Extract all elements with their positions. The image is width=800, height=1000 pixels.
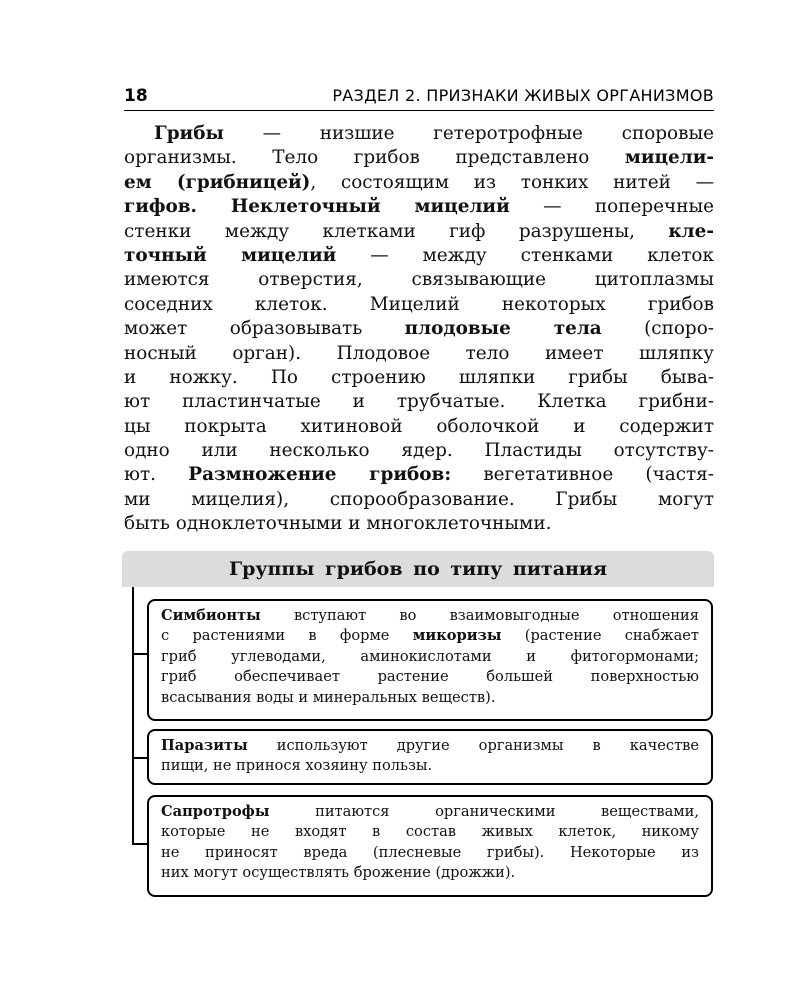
term-cellular-mycelium: точный мицелий <box>124 244 337 266</box>
section-title: РАЗДЕЛ 2. ПРИЗНАКИ ЖИВЫХ ОРГАНИЗМОВ <box>332 86 714 105</box>
saprotrophs-card <box>147 795 713 897</box>
text-line: ми мицелия), спорообразование. Грибы могут <box>124 488 714 510</box>
symbionts-card <box>147 599 713 721</box>
term-parasites: Паразиты <box>161 737 248 754</box>
card-line: гриб углеводами, аминокислотами и фитогормонами; <box>161 647 699 665</box>
card-line: с растениями в форме микоризы (растение снабжает <box>161 627 699 645</box>
main-paragraph <box>124 122 714 537</box>
card-line: них могут осуществлять брожение (дрожжи). <box>161 864 516 882</box>
term-symbionts: Симбионты <box>161 607 261 624</box>
card-line: гриб обеспечивает растение большей поверхностью <box>161 668 699 686</box>
text-line: может образовывать плодовые тела (споро- <box>124 318 714 340</box>
term-hyphae: гифов. Неклеточный мицелий <box>124 196 510 218</box>
text-line: и ножку. По строению шляпки грибы быва- <box>124 366 714 388</box>
text-line: стенки между клетками гиф разрушены, кле- <box>124 220 714 242</box>
text-line: ют. Размножение грибов: вегетативное (частя- <box>124 464 714 486</box>
card-line: Симбионты вступают во взаимовыгодные отношения <box>161 607 699 624</box>
text-line: носный орган). Плодовое тело имеет шляпку <box>124 342 714 364</box>
text-line: одно или несколько ядер. Пластиды отсутству- <box>124 440 714 462</box>
card-line: которые не входят в состав живых клеток, никому <box>161 823 699 841</box>
text-line: соседних клеток. Мицелий некоторых грибов <box>124 293 714 315</box>
text-line: Грибы — низшие гетеротрофные споровые <box>154 123 714 144</box>
text-line: точный мицелий — между стенками клеток <box>124 244 714 266</box>
card-line: Сапротрофы питаются органическими веществами, <box>161 803 699 820</box>
parasites-card <box>147 729 713 785</box>
text-line: ют пластинчатые и трубчатые. Клетка грибни- <box>124 391 714 413</box>
term-mycelium: мицели- <box>624 147 714 169</box>
bracket-line <box>132 587 134 845</box>
term-fungi: Грибы <box>154 123 224 144</box>
text-line: гифов. Неклеточный мицелий — поперечные <box>124 196 714 218</box>
page-number: 18 <box>124 86 148 106</box>
text-line: организмы. Тело грибов представлено мицели- <box>124 147 714 169</box>
card-line: не приносят вреда (плесневые грибы). Некоторые из <box>161 843 699 861</box>
card-line: пищи, не принося хозяину пользы. <box>161 757 433 775</box>
text-line: ем (грибницей), состоящим из тонких нитей — <box>124 171 714 193</box>
term-mycorrhiza: микоризы <box>412 627 502 645</box>
bracket-tick <box>132 757 148 759</box>
bracket-tick <box>132 843 148 845</box>
card-line: Паразиты используют другие организмы в качестве <box>161 737 699 754</box>
term-reproduction: Размножение грибов: <box>188 464 452 486</box>
text-line: быть одноклеточными и многоклеточными. <box>124 513 552 535</box>
groups-title: Группы грибов по типу питания <box>122 551 714 587</box>
page-header <box>124 84 714 111</box>
text-line: цы покрыта хитиновой оболочкой и содержит <box>124 415 714 437</box>
term-saprotrophs: Сапротрофы <box>161 803 270 820</box>
card-line: всасывания воды и минеральных веществ). <box>161 688 496 706</box>
text-line: имеются отверстия, связывающие цитоплазмы <box>124 269 714 291</box>
bracket-tick <box>132 653 148 655</box>
term-fruiting-bodies: плодовые тела <box>404 318 602 340</box>
